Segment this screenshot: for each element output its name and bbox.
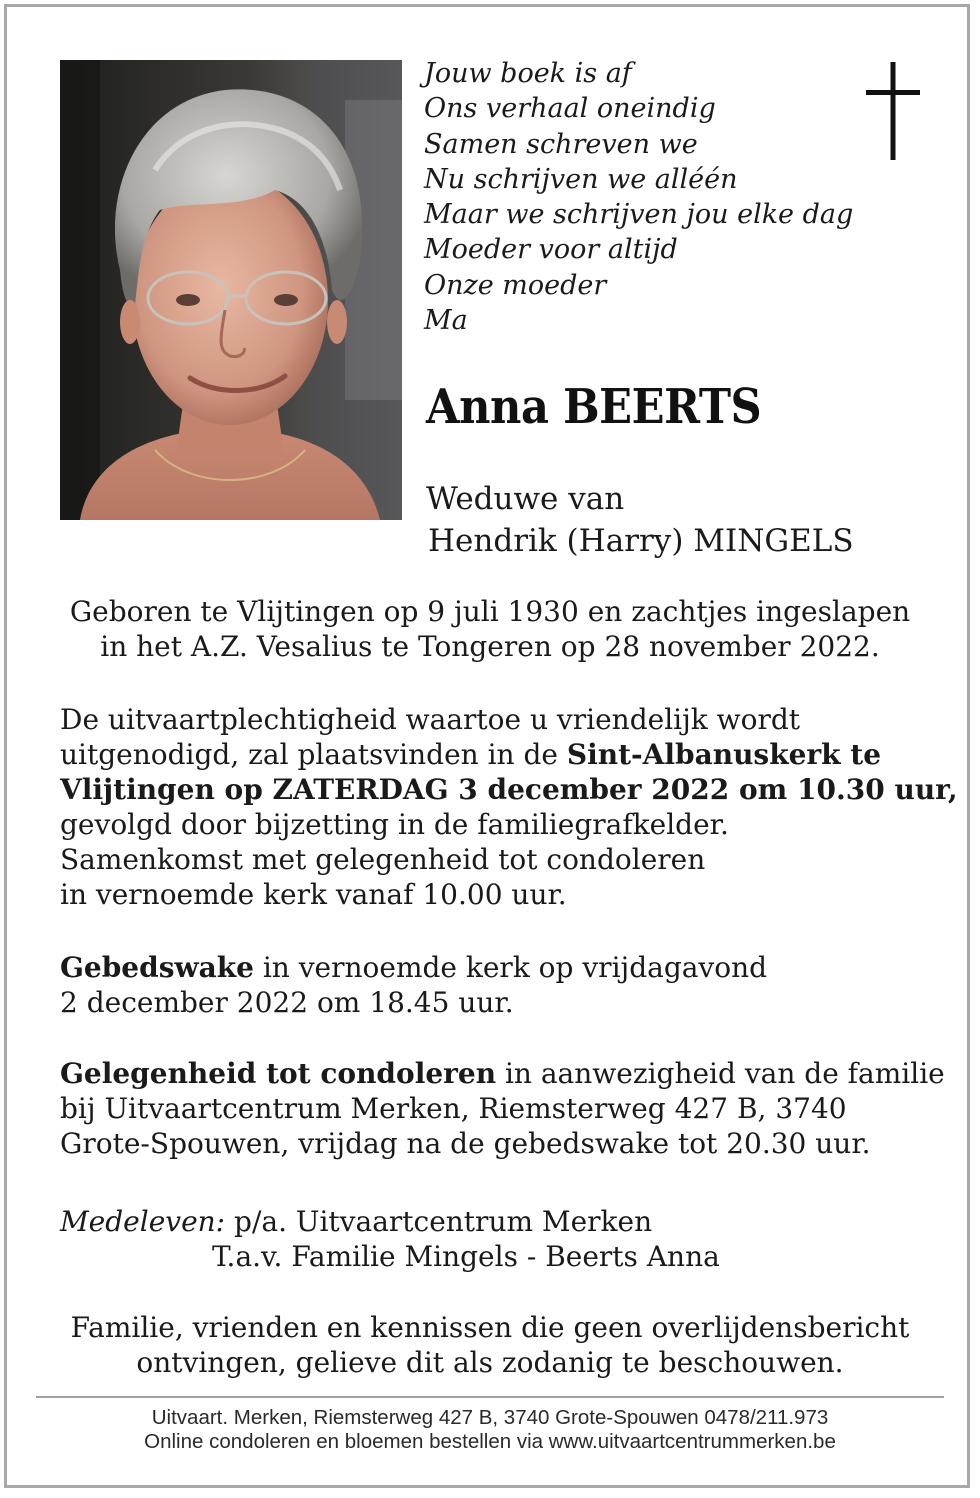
portrait-image [60,60,402,520]
portrait-photo [60,60,402,520]
poem-line: Onze moeder [424,269,607,301]
condolences-info [60,1056,945,1161]
cross-icon [864,62,922,160]
closing-line: ontvingen, gelieve dit als zodanig te beschouwen. [136,1346,844,1379]
closing-line: Familie, vrienden en kennissen die geen overlijdensbericht [70,1311,910,1344]
footer-line: Uitvaart. Merken, Riemsterweg 427 B, 3740 Grote-Spouwen 0478/211.973 [151,1406,829,1429]
ceremony-line: De uitvaartplechtigheid waartoe u vriendelijk wordt [60,703,801,736]
prayer-vigil [60,950,940,1020]
footer-line: Online condoleren en bloemen bestellen via www.uitvaartcentrummerken.be [144,1430,836,1453]
poem-line: Moeder voor altijd [424,234,678,266]
medeleven-line [60,1204,940,1239]
vigil-text: in vernoemde kerk op vrijdagavond [253,951,768,984]
condolences-line: Grote-Spouwen, vrijdag na de gebedswake tot 20.30 uur. [60,1127,871,1160]
poem-line: Samen schreven we [424,128,698,160]
sympathy-address [60,1204,940,1274]
closing-note [40,1310,940,1380]
condolences-label: Gelegenheid tot condoleren [60,1057,497,1090]
ceremony-church: Sint-Albanuskerk te [566,738,882,771]
poem [424,56,864,338]
born-line: Geboren te Vlijtingen op 9 juli 1930 en zachtjes ingeslapen [69,595,911,628]
vigil-label: Gebedswake [60,951,254,984]
poem-line: Jouw boek is af [424,58,632,89]
poem-line: Nu schrijven we alléén [424,163,738,195]
poem-line: Ma [424,305,468,337]
ceremony-line: gevolgd door bijzetting in de familiegrafkelder. [60,808,729,841]
footer-divider [36,1396,944,1398]
spouse-name: Hendrik (Harry) MINGELS [428,523,854,559]
ceremony-line [60,737,940,772]
vigil-line [60,950,940,985]
poem-line: Ons verhaal oneindig [424,93,716,125]
born-line: in het A.Z. Vesalius te Tongeren op 28 november 2022. [100,630,880,663]
ceremony-line: Samenkomst met gelegenheid tot condoleren [60,843,706,876]
condolences-text: in aanwezigheid van de familie [496,1057,945,1090]
medeleven-label: Medeleven: [60,1205,226,1238]
funeral-ceremony [60,702,958,912]
ceremony-line: in vernoemde kerk vanaf 10.00 uur. [60,878,567,911]
birth-death-info [40,594,940,664]
ceremony-text: uitgenodigd, zal plaatsvinden in de [60,738,567,771]
medeleven-line: T.a.v. Familie Mingels - Beerts Anna [212,1240,720,1273]
footer [40,1406,940,1454]
vigil-line: 2 december 2022 om 18.45 uur. [60,986,514,1019]
widow-of [426,478,854,562]
condolences-line [60,1056,945,1091]
deceased-name: Anna BEERTS [426,379,762,435]
ceremony-line [60,772,958,807]
widow-label: Weduwe van [426,481,625,517]
poem-line: Maar we schrijven jou elke dag [424,199,854,231]
ceremony-datetime: Vlijtingen op ZATERDAG 3 december 2022 om 10.30 uur, [60,773,958,806]
condolences-line: bij Uitvaartcentrum Merken, Riemsterweg 427 B, 3740 [60,1092,847,1125]
medeleven-text: p/a. Uitvaartcentrum Merken [225,1205,653,1238]
